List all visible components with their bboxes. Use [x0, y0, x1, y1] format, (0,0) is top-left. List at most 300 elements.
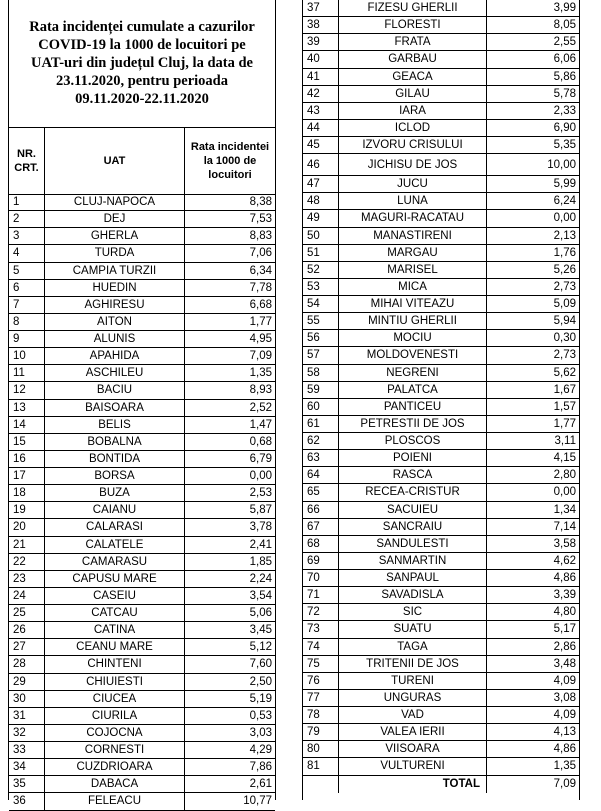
row-uat: GEACA: [339, 69, 487, 85]
row-uat: PLOSCOS: [339, 433, 487, 449]
row-number: 39: [303, 34, 339, 50]
row-number: 12: [9, 382, 45, 398]
row-rate: 6,24: [553, 195, 576, 208]
row-rate: 0,00: [553, 486, 576, 499]
row-uat: GILAU: [339, 86, 487, 102]
table-row: [9, 451, 275, 468]
row-rate: 3,58: [553, 537, 576, 550]
table-row: [303, 279, 579, 296]
row-uat: CATINA: [45, 622, 185, 638]
row-rate: 0,30: [553, 332, 576, 345]
table-row: [303, 296, 579, 313]
table-row: [303, 313, 579, 330]
row-rate: 4,86: [553, 572, 576, 584]
row-uat: RECEA-CRISTUR: [339, 484, 487, 500]
row-rate: 1,85: [249, 555, 272, 568]
row-rate: 6,06: [553, 53, 576, 66]
row-uat: ICLOD: [339, 120, 487, 136]
title-line: 23.11.2020, pentru perioada: [56, 73, 228, 89]
row-uat: CEANU MARE: [45, 639, 185, 655]
row-rate: 5,17: [553, 623, 576, 636]
row-uat: BUZA: [45, 485, 185, 501]
row-number: 69: [303, 553, 339, 569]
table-row: [9, 776, 275, 793]
table-row: [303, 467, 579, 484]
row-number: 63: [303, 450, 339, 466]
row-number: 47: [303, 176, 339, 192]
table-row: [303, 34, 579, 51]
row-rate: 5,35: [553, 139, 576, 151]
row-uat: AITON: [45, 314, 185, 330]
table-row: [9, 211, 275, 228]
table-row: [303, 103, 579, 120]
row-uat: TURDA: [45, 245, 185, 261]
row-number: 74: [303, 639, 339, 655]
row-uat: BACIU: [45, 382, 185, 398]
row-rate: 3,78: [249, 521, 272, 534]
table-row: [303, 245, 579, 262]
row-number: 67: [303, 519, 339, 535]
table-row: [303, 17, 579, 34]
table-row: [303, 741, 579, 758]
row-uat: FIZESU GHERLII: [339, 0, 487, 16]
document-title: [9, 0, 275, 128]
row-number: 78: [303, 707, 339, 723]
table-row: [9, 228, 275, 245]
row-number: 1: [9, 194, 45, 210]
total-row: [303, 776, 579, 793]
row-number: 76: [303, 673, 339, 689]
table-row: [9, 519, 275, 536]
row-number: 27: [9, 639, 45, 655]
table-row: [303, 382, 579, 399]
row-uat: RASCA: [339, 467, 487, 483]
row-uat: MANASTIRENI: [339, 228, 487, 244]
row-uat: CORNESTI: [45, 742, 185, 758]
row-uat: APAHIDA: [45, 348, 185, 364]
row-number: 61: [303, 416, 339, 432]
row-uat: VIISOARA: [339, 741, 487, 757]
table-row: [9, 571, 275, 588]
table-row: [303, 210, 579, 227]
row-rate: 8,93: [249, 384, 272, 397]
total-blank: [303, 776, 339, 793]
row-rate: 4,29: [249, 744, 272, 756]
row-rate: 2,55: [553, 36, 576, 49]
row-uat: SACUIEU: [339, 502, 487, 518]
row-number: 35: [9, 776, 45, 792]
row-uat: CLUJ-NAPOCA: [45, 194, 185, 210]
row-number: 23: [9, 571, 45, 587]
table-row: [9, 605, 275, 622]
row-number: 72: [303, 604, 339, 620]
table-row: [9, 793, 275, 810]
row-rate: 4,86: [553, 743, 576, 756]
row-rate: 1,57: [553, 400, 576, 413]
row-number: 2: [9, 211, 45, 227]
table-row: [303, 570, 579, 587]
row-number: 81: [303, 758, 339, 774]
row-rate: 5,99: [553, 178, 576, 191]
row-number: 77: [303, 690, 339, 706]
table-row: [303, 707, 579, 724]
row-number: 4: [9, 245, 45, 261]
row-uat: SANPAUL: [339, 570, 487, 586]
row-rate: 4,09: [553, 709, 576, 721]
row-uat: VULTURENI: [339, 758, 487, 774]
row-number: 20: [9, 519, 45, 535]
row-number: 59: [303, 382, 339, 398]
row-number: 7: [9, 297, 45, 313]
row-number: 48: [303, 193, 339, 209]
table-row: [303, 193, 579, 210]
row-rate: 8,83: [249, 230, 272, 243]
row-number: 64: [303, 467, 339, 483]
row-rate: 2,50: [249, 675, 272, 688]
row-number: 51: [303, 245, 339, 261]
row-uat: VAD: [339, 707, 487, 723]
row-rate: 2,80: [553, 469, 576, 482]
row-uat: NEGRENI: [339, 365, 487, 381]
table-row: [9, 245, 275, 262]
row-number: 54: [303, 296, 339, 312]
row-uat: CUZDRIOARA: [45, 759, 185, 775]
table-row: [9, 365, 275, 382]
table-row: [303, 673, 579, 690]
row-number: 38: [303, 17, 339, 33]
row-number: 36: [9, 793, 45, 809]
table-row: [303, 433, 579, 450]
row-uat: SAVADISLA: [339, 587, 487, 603]
row-number: 24: [9, 588, 45, 604]
row-rate: 8,38: [249, 196, 272, 208]
row-number: 29: [9, 674, 45, 690]
row-number: 57: [303, 347, 339, 363]
row-rate: 1,67: [553, 383, 576, 396]
row-number: 70: [303, 570, 339, 586]
row-uat: CIUCEA: [45, 691, 185, 707]
row-rate: 3,39: [553, 589, 576, 602]
row-number: 66: [303, 502, 339, 518]
row-rate: 1,76: [553, 246, 576, 259]
row-number: 9: [9, 331, 45, 347]
row-uat: ALUNIS: [45, 331, 185, 347]
row-uat: TURENI: [339, 673, 487, 689]
row-rate: 1,77: [553, 417, 576, 430]
table-row: [9, 656, 275, 673]
row-uat: MICA: [339, 279, 487, 295]
header-uat: UAT: [45, 128, 185, 194]
row-rate: 5,62: [553, 366, 576, 379]
row-number: 46: [303, 154, 339, 175]
row-uat: GARBAU: [339, 51, 487, 67]
row-uat: SANDULESTI: [339, 536, 487, 552]
row-rate: 7,06: [249, 247, 272, 260]
row-rate: 7,53: [249, 213, 272, 226]
row-number: 21: [9, 537, 45, 553]
table-right-column: [302, 0, 580, 800]
table-row: [303, 399, 579, 416]
row-rate: 2,13: [553, 229, 576, 242]
table-row: [303, 137, 579, 154]
table-row: [303, 69, 579, 86]
table-row: [303, 536, 579, 553]
table-row: [303, 690, 579, 707]
row-uat: IARA: [339, 103, 487, 119]
row-number: 19: [9, 502, 45, 518]
table-row: [9, 382, 275, 399]
row-rate: 2,41: [249, 538, 272, 551]
row-number: 26: [9, 622, 45, 638]
table-row: [9, 708, 275, 725]
row-number: 14: [9, 417, 45, 433]
row-uat: CAPUSU MARE: [45, 571, 185, 587]
row-rate: 7,78: [249, 281, 272, 294]
table-row: [303, 154, 579, 176]
title-line: 09.11.2020-22.11.2020: [75, 91, 209, 107]
row-uat: PETRESTII DE JOS: [339, 416, 487, 432]
row-uat: FLORESTI: [339, 17, 487, 33]
row-rate: 10,77: [243, 795, 272, 808]
row-uat: MINTIU GHERLII: [339, 313, 487, 329]
row-rate: 2,86: [553, 640, 576, 653]
table-row: [303, 724, 579, 741]
row-uat: CHINTENI: [45, 656, 185, 672]
row-uat: MAGURI-RACATAU: [339, 210, 487, 226]
row-number: 5: [9, 263, 45, 279]
row-rate: 6,90: [553, 121, 576, 134]
table-row: [9, 554, 275, 571]
table-row: [9, 725, 275, 742]
table-row: [303, 262, 579, 279]
row-number: 56: [303, 330, 339, 346]
row-uat: DABACA: [45, 776, 185, 792]
row-rate: 5,09: [553, 298, 576, 310]
row-uat: CATCAU: [45, 605, 185, 621]
table-row: [9, 485, 275, 502]
table-left-column: [8, 0, 276, 808]
row-uat: PALATCA: [339, 382, 487, 398]
row-number: 22: [9, 554, 45, 570]
table-row: [9, 639, 275, 656]
row-number: 49: [303, 210, 339, 226]
row-uat: FELEACU: [45, 793, 185, 809]
row-number: 17: [9, 468, 45, 484]
header-nr-crt: NR. CRT.: [9, 128, 45, 194]
row-rate: 5,94: [553, 315, 576, 328]
row-uat: DEJ: [45, 211, 185, 227]
row-uat: CALATELE: [45, 537, 185, 553]
table-row: [9, 588, 275, 605]
row-uat: MOCIU: [339, 330, 487, 346]
table-row: [9, 622, 275, 639]
row-number: 18: [9, 485, 45, 501]
row-uat: MARGAU: [339, 245, 487, 261]
table-row: [9, 759, 275, 776]
table-row: [9, 331, 275, 348]
row-uat: GHERLA: [45, 228, 185, 244]
row-rate: 6,79: [249, 452, 272, 465]
table-header: [9, 128, 275, 195]
row-rate: 1,34: [553, 503, 576, 516]
row-rate: 3,45: [249, 624, 272, 637]
table-row: [303, 330, 579, 347]
row-uat: CAMARASU: [45, 554, 185, 570]
table-row: [303, 416, 579, 433]
row-number: 32: [9, 725, 45, 741]
table-row: [303, 347, 579, 364]
row-number: 28: [9, 656, 45, 672]
row-number: 55: [303, 313, 339, 329]
row-uat: TAGA: [339, 639, 487, 655]
table-row: [303, 639, 579, 656]
header-rate: Rata incidentei la 1000 de locuitori: [190, 141, 270, 181]
row-rate: 2,24: [249, 572, 272, 585]
table-row: [9, 434, 275, 451]
row-rate: 8,05: [553, 19, 576, 32]
table-row: [9, 280, 275, 297]
row-rate: 7,14: [553, 520, 576, 533]
row-rate: 5,78: [553, 87, 576, 100]
row-number: 65: [303, 484, 339, 500]
title-line: Rata incidenței cumulate a cazurilor: [29, 19, 255, 35]
row-rate: 4,62: [553, 554, 576, 567]
row-number: 3: [9, 228, 45, 244]
row-uat: BOBALNA: [45, 434, 185, 450]
row-uat: PANTICEU: [339, 399, 487, 415]
table-row: [303, 450, 579, 467]
row-number: 50: [303, 228, 339, 244]
row-uat: JICHISU DE JOS: [339, 154, 487, 175]
table-row: [303, 621, 579, 638]
row-rate: 2,52: [249, 401, 272, 414]
row-uat: UNGURAS: [339, 690, 487, 706]
total-rate: 7,09: [553, 777, 576, 790]
table-row: [303, 587, 579, 604]
row-number: 75: [303, 656, 339, 672]
row-uat: AGHIRESU: [45, 297, 185, 313]
table-row: [9, 502, 275, 519]
row-rate: 2,53: [249, 487, 272, 500]
row-rate: 7,86: [249, 761, 272, 774]
row-uat: IZVORU CRISULUI: [339, 137, 487, 153]
table-row: [9, 742, 275, 759]
row-uat: COJOCNA: [45, 725, 185, 741]
row-number: 40: [303, 51, 339, 67]
row-uat: VALEA IERII: [339, 724, 487, 740]
row-uat: CAMPIA TURZII: [45, 263, 185, 279]
row-number: 33: [9, 742, 45, 758]
row-rate: 6,68: [249, 298, 272, 311]
row-rate: 5,19: [249, 692, 272, 705]
row-number: 31: [9, 708, 45, 724]
row-uat: JUCU: [339, 176, 487, 192]
row-uat: TRITENII DE JOS: [339, 656, 487, 672]
table-row: [9, 417, 275, 434]
row-uat: HUEDIN: [45, 280, 185, 296]
row-rate: 5,12: [249, 641, 272, 654]
row-rate: 4,09: [553, 674, 576, 687]
row-uat: CIURILA: [45, 708, 185, 724]
row-number: 60: [303, 399, 339, 415]
table-row: [303, 519, 579, 536]
row-number: 80: [303, 741, 339, 757]
row-number: 15: [9, 434, 45, 450]
table-row: [9, 691, 275, 708]
row-rate: 5,86: [553, 70, 576, 83]
row-uat: SANMARTIN: [339, 553, 487, 569]
row-rate: 6,34: [249, 264, 272, 277]
table-row: [9, 263, 275, 280]
row-number: 79: [303, 724, 339, 740]
table-row: [303, 51, 579, 68]
row-uat: CHIUIESTI: [45, 674, 185, 690]
row-number: 10: [9, 348, 45, 364]
row-uat: LUNA: [339, 193, 487, 209]
row-number: 13: [9, 400, 45, 416]
row-uat: CALARASI: [45, 519, 185, 535]
row-uat: BELIS: [45, 417, 185, 433]
row-uat: POIENI: [339, 450, 487, 466]
table-row: [303, 0, 579, 17]
table-row: [9, 468, 275, 485]
row-uat: CAIANU: [45, 502, 185, 518]
row-number: 53: [303, 279, 339, 295]
row-uat: BONTIDA: [45, 451, 185, 467]
table-row: [303, 120, 579, 137]
row-number: 42: [303, 86, 339, 102]
row-number: 58: [303, 365, 339, 381]
row-number: 44: [303, 120, 339, 136]
row-rate: 2,73: [553, 349, 576, 362]
row-rate: 5,87: [249, 504, 272, 517]
table-row: [303, 502, 579, 519]
row-rate: 3,48: [553, 657, 576, 670]
row-uat: FRATA: [339, 34, 487, 50]
row-rate: 4,80: [553, 606, 576, 619]
table-row: [303, 228, 579, 245]
row-rate: 3,54: [249, 589, 272, 602]
row-number: 34: [9, 759, 45, 775]
rows-left: [9, 194, 275, 811]
table-row: [303, 656, 579, 673]
row-uat: BORSA: [45, 468, 185, 484]
table-row: [303, 604, 579, 621]
table-row: [303, 553, 579, 570]
row-rate: 1,47: [249, 418, 272, 431]
title-line: UAT-uri din județul Cluj, la data de: [31, 55, 253, 71]
row-uat: BAISOARA: [45, 400, 185, 416]
row-rate: 2,61: [249, 778, 272, 791]
row-rate: 3,03: [249, 726, 272, 739]
row-number: 73: [303, 621, 339, 637]
row-rate: 0,68: [249, 435, 272, 448]
table-row: [303, 86, 579, 103]
row-number: 52: [303, 262, 339, 278]
row-number: 8: [9, 314, 45, 330]
row-rate: 4,95: [249, 333, 272, 345]
row-rate: 10,00: [547, 159, 576, 172]
row-number: 41: [303, 69, 339, 85]
table-row: [9, 537, 275, 554]
row-rate: 4,13: [553, 726, 576, 739]
row-rate: 2,73: [553, 280, 576, 293]
row-number: 11: [9, 365, 45, 381]
row-uat: MOLDOVENESTI: [339, 347, 487, 363]
row-uat: MARISEL: [339, 262, 487, 278]
row-rate: 5,06: [249, 607, 272, 619]
table-row: [303, 365, 579, 382]
